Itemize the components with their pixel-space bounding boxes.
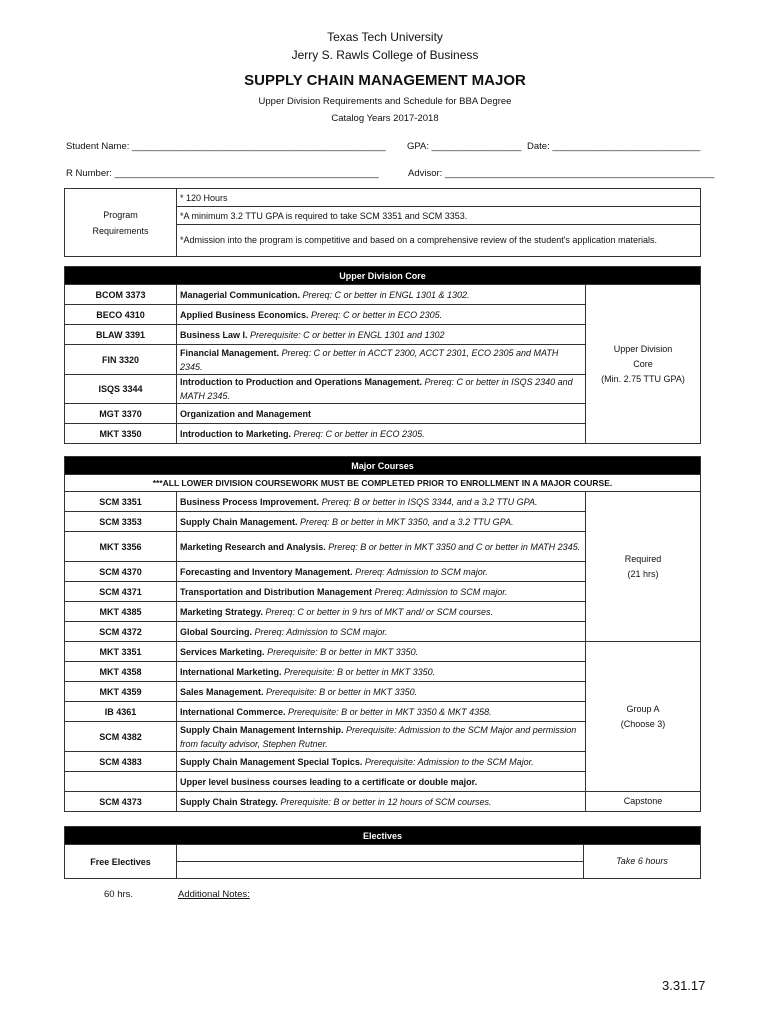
course-description	[177, 662, 586, 682]
course-name: Introduction to Production and Operations Management.	[180, 377, 423, 387]
course-prereq: Prereq: C or better in ISQS 2340 and MATH 2345.	[180, 377, 573, 401]
course-name: Supply Chain Management.	[180, 516, 298, 527]
group-a-side-label: Group A (Choose 3)	[586, 642, 701, 792]
course-code: IB 4361	[65, 702, 177, 722]
course-name: Sales Management.	[180, 686, 264, 697]
course-code: MKT 4358	[65, 662, 177, 682]
course-prereq: Prerequisite: B or better in MKT 3350.	[266, 686, 418, 697]
requirement-gpa: *A minimum 3.2 TTU GPA is required to take SCM 3351 and SCM 3353.	[177, 207, 701, 225]
course-prereq: Prereq: C or better in ECO 2305.	[311, 309, 443, 320]
total-hours: 60 hrs.	[104, 889, 134, 900]
course-name: Business Law I.	[180, 329, 248, 340]
course-code: MKT 3356	[65, 532, 177, 562]
university-name: Texas Tech University	[327, 30, 443, 44]
elective-blank-1[interactable]	[177, 845, 584, 862]
course-description	[177, 345, 586, 375]
requirement-admission: *Admission into the program is competitive and based on a comprehensive review of the student's application materials.	[177, 225, 701, 257]
course-name: Transportation and Distribution Management	[180, 586, 373, 597]
course-prereq: Prerequisite: B or better in MKT 3350.	[284, 666, 436, 677]
course-name: International Commerce.	[180, 706, 286, 717]
capstone-row	[65, 792, 701, 812]
course-code: SCM 4382	[65, 722, 177, 752]
course-prereq: Prereq: B or better in MKT 3350, and a 3.2 TTU GPA.	[300, 516, 514, 527]
course-description	[177, 682, 586, 702]
course-description	[177, 642, 586, 662]
course-prereq: Prerequisite: Admission to the SCM Major and permission from faculty advisor, Stephen Rutner.	[180, 724, 577, 749]
course-name: Forecasting and Inventory Management.	[180, 566, 353, 577]
course-prereq: Prereq: C or better in ECO 2305.	[293, 428, 425, 439]
version-date: 3.31.17	[662, 978, 706, 993]
course-code: SCM 4372	[65, 622, 177, 642]
advisor-field[interactable]: Advisor: ___________________________________________________	[408, 168, 715, 179]
course-description	[177, 792, 586, 812]
upper-division-core-table	[64, 266, 701, 444]
course-description	[177, 602, 586, 622]
course-code: BLAW 3391	[65, 325, 177, 345]
course-code: MGT 3370	[65, 404, 177, 424]
rnumber-field[interactable]: R Number: __________________________________________________	[66, 168, 379, 179]
course-code: BECO 4310	[65, 305, 177, 325]
course-name: Marketing Research and Analysis.	[180, 541, 326, 552]
course-prereq: Prereq: Admission to SCM major.	[254, 626, 388, 637]
course-description	[177, 512, 586, 532]
course-prereq: Prerequisite: B or better in MKT 3350.	[267, 646, 419, 657]
free-electives-label: Free Electives	[65, 845, 177, 879]
additional-notes-label: Additional Notes:	[178, 889, 250, 900]
program-requirements-label: Program Requirements	[65, 189, 177, 257]
course-name: Managerial Communication.	[180, 289, 301, 300]
program-requirements-table	[64, 188, 701, 257]
course-code: MKT 3351	[65, 642, 177, 662]
course-name: Supply Chain Management Internship.	[180, 724, 344, 735]
course-description	[177, 305, 586, 325]
elective-blank-2[interactable]	[177, 862, 584, 879]
capstone-side-label: Capstone	[586, 792, 701, 812]
course-prereq: Prereq: C or better in 9 hrs of MKT and/ or SCM courses.	[265, 606, 493, 617]
course-code: SCM 4370	[65, 562, 177, 582]
gpa-field[interactable]: GPA: _________________	[407, 141, 522, 152]
course-name: Marketing Strategy.	[180, 606, 263, 617]
course-row	[65, 642, 701, 662]
course-description	[177, 772, 586, 792]
course-code: FIN 3320	[65, 345, 177, 375]
student-name-field[interactable]: Student Name: ________________________________________________	[66, 141, 386, 152]
course-name: International Marketing.	[180, 666, 282, 677]
course-description	[177, 562, 586, 582]
course-prereq: Prereq: Admission to SCM major.	[355, 566, 488, 577]
course-code: MKT 3350	[65, 424, 177, 444]
course-name: Financial Management.	[180, 347, 280, 358]
required-side-label: Required (21 hrs)	[586, 492, 701, 642]
electives-header: Electives	[65, 827, 701, 845]
course-description	[177, 424, 586, 444]
course-prereq: Prerequisite: B or better in MKT 3350 & MKT 4358.	[288, 706, 492, 717]
course-prereq: Prereq: C or better in ENGL 1301 & 1302.	[302, 289, 470, 300]
course-description	[177, 702, 586, 722]
course-prereq: Prerequisite: C or better in ENGL 1301 and 1302	[250, 329, 445, 340]
course-prereq: Prereq: Admission to SCM major.	[374, 586, 508, 597]
course-description	[177, 722, 586, 752]
electives-hours-note: Take 6 hours	[584, 845, 701, 879]
requirement-hours: * 120 Hours	[177, 189, 701, 207]
course-code: SCM 3351	[65, 492, 177, 512]
upper-core-side-label: Upper Division Core (Min. 2.75 TTU GPA)	[586, 285, 701, 444]
course-prereq: Prereq: C or better in ACCT 2300, ACCT 2301, ECO 2305 and MATH 2345.	[180, 347, 559, 372]
course-name: Services Marketing.	[180, 646, 265, 657]
course-description	[177, 622, 586, 642]
course-name: Supply Chain Strategy.	[180, 796, 278, 807]
course-description	[177, 404, 586, 424]
course-prereq: Prereq: B or better in ISQS 3344, and a 3.2 TTU GPA.	[321, 496, 538, 507]
course-code: SCM 4383	[65, 752, 177, 772]
course-description	[177, 285, 586, 305]
date-field[interactable]: Date: ____________________________	[527, 141, 701, 152]
course-name: Introduction to Marketing.	[180, 428, 291, 439]
course-name: Supply Chain Management Special Topics.	[180, 756, 363, 767]
course-name: Applied Business Economics.	[180, 309, 309, 320]
course-name: Organization and Management	[180, 408, 312, 419]
upper-core-header: Upper Division Core	[65, 267, 701, 285]
page-title: SUPPLY CHAIN MANAGEMENT MAJOR	[244, 72, 526, 89]
course-name: Business Process Improvement.	[180, 496, 320, 507]
course-prereq: Prerequisite: Admission to the SCM Major.	[364, 756, 534, 767]
course-code: SCM 3353	[65, 512, 177, 532]
course-code: SCM 4371	[65, 582, 177, 602]
course-prereq: Prereq: B or better in MKT 3350 and C or better in MATH 2345.	[328, 541, 581, 552]
course-code: ISQS 3344	[65, 375, 177, 404]
electives-table	[64, 826, 701, 879]
subtitle: Upper Division Requirements and Schedule for BBA Degree	[258, 96, 512, 107]
course-description	[177, 325, 586, 345]
course-row	[65, 285, 701, 305]
course-code	[65, 772, 177, 792]
course-name: Upper level business courses leading to a certificate or double major.	[180, 776, 478, 787]
lower-division-warning: ***ALL LOWER DIVISION COURSEWORK MUST BE COMPLETED PRIOR TO ENROLLMENT IN A MAJOR COURSE.	[65, 475, 701, 492]
course-description	[177, 752, 586, 772]
course-code: BCOM 3373	[65, 285, 177, 305]
course-code: SCM 4373	[65, 792, 177, 812]
course-row	[65, 492, 701, 512]
course-name: Global Sourcing.	[180, 626, 253, 637]
major-courses-table	[64, 456, 701, 812]
course-description	[177, 532, 586, 562]
course-code: MKT 4359	[65, 682, 177, 702]
course-code: MKT 4385	[65, 602, 177, 622]
course-prereq: Prerequisite: B or better in 12 hours of SCM courses.	[280, 796, 492, 807]
course-description	[177, 582, 586, 602]
catalog-years: Catalog Years 2017-2018	[331, 113, 439, 124]
course-description	[177, 492, 586, 512]
major-courses-header: Major Courses	[65, 457, 701, 475]
course-description	[177, 375, 586, 404]
college-name: Jerry S. Rawls College of Business	[291, 48, 479, 62]
